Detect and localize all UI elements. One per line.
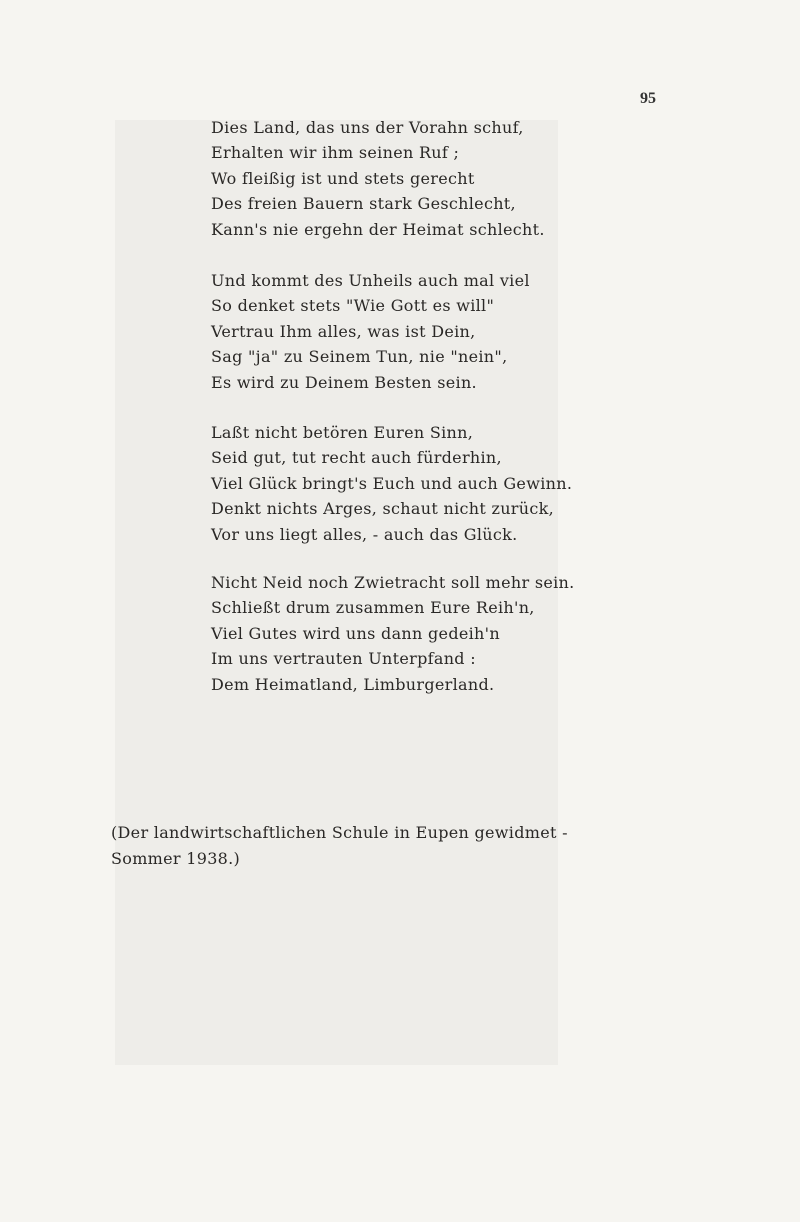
verse-line: Vertrau Ihm alles, was ist Dein, <box>211 321 476 341</box>
verse-line: Nicht Neid noch Zwietracht soll mehr sein. <box>211 573 575 592</box>
verse-line: Laßt nicht betören Euren Sinn, <box>211 423 474 442</box>
page-number: 95 <box>640 90 656 107</box>
verse-line: Viel Glück bringt's Euch und auch Gewinn. <box>211 473 573 493</box>
stanza-4 <box>211 570 575 697</box>
verse-line: Vor uns liegt alles, - auch das Glück. <box>211 524 518 544</box>
verse-line: Seid gut, tut recht auch fürderhin, <box>211 448 502 468</box>
verse-line: Kann's nie ergehn der Heimat schlecht. <box>211 219 545 239</box>
verse-line: So denket stets "Wie Gott es will" <box>211 296 495 316</box>
verse-line: Wo fleißig ist und stets gerecht <box>211 168 475 188</box>
verse-line: Erhalten wir ihm seinen Ruf ; <box>211 143 460 163</box>
verse-line: Des freien Bauern stark Geschlecht, <box>211 194 516 214</box>
dedication <box>111 820 631 872</box>
verse-line: Sag "ja" zu Seinem Tun, nie "nein", <box>211 347 508 367</box>
verse-line: Viel Gutes wird uns dann gedeih'n <box>211 623 500 643</box>
stanza-3 <box>211 420 572 547</box>
verse-line: Dem Heimatland, Limburgerland. <box>211 674 495 694</box>
verse-line: Denkt nichts Arges, schaut nicht zurück, <box>211 499 554 519</box>
verse-line: Es wird zu Deinem Besten sein. <box>211 372 477 392</box>
verse-line: Schließt drum zusammen Eure Reih'n, <box>211 598 535 618</box>
stanza-2 <box>211 268 530 395</box>
dedication-line-1: (Der landwirtschaftlichen Schule in Eupen gewidmet - <box>111 823 568 842</box>
verse-line: Im uns vertrauten Unterpfand : <box>211 649 476 669</box>
stanza-1 <box>211 115 545 242</box>
verse-line: Und kommt des Unheils auch mal viel <box>211 271 530 290</box>
verse-line: Dies Land, das uns der Vorahn schuf, <box>211 118 524 137</box>
dedication-line-2: Sommer 1938.) <box>111 849 241 868</box>
